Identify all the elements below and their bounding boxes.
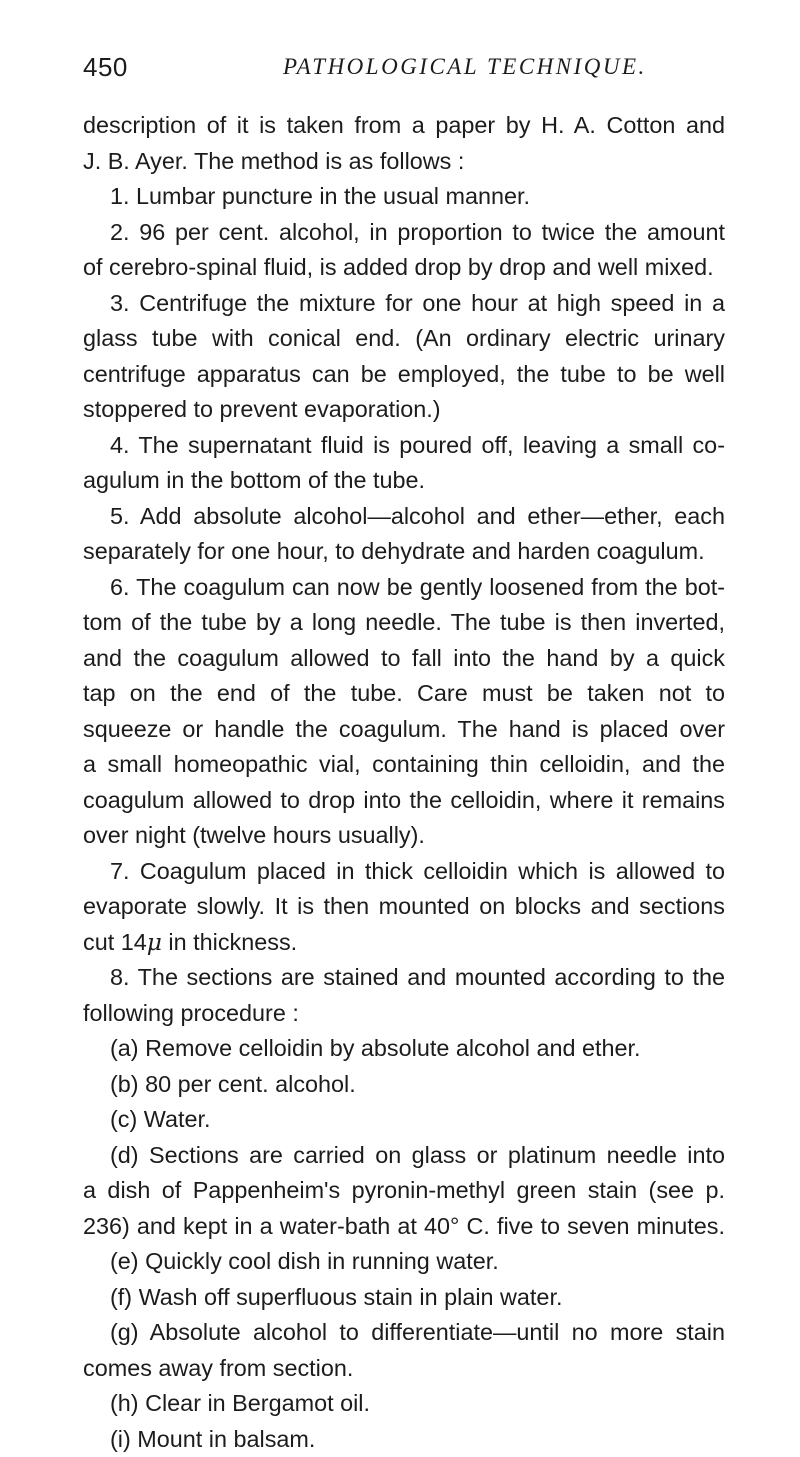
step-1: 1. Lumbar puncture in the usual manner.: [83, 179, 725, 215]
substep-i: (i) Mount in balsam.: [83, 1422, 725, 1457]
step-5: 5. Add absolute alcohol—alcohol and ether—ether, each: [83, 499, 725, 535]
step-4: 4. The supernatant fluid is poured off, leaving a small co-: [83, 428, 725, 464]
step-2: 2. 96 per cent. alcohol, in proportion to twice the amount: [83, 215, 725, 251]
page-number: 450: [83, 52, 128, 83]
text-line: J. B. Ayer. The method is as follows :: [83, 144, 725, 180]
text-line: tom of the tube by a long needle. The tube is then inverted,: [83, 605, 725, 641]
text-line: a dish of Pappenheim's pyronin-methyl green stain (see p.: [83, 1173, 725, 1209]
substep-a: (a) Remove celloidin by absolute alcohol and ether.: [83, 1031, 725, 1067]
substep-h: (h) Clear in Bergamot oil.: [83, 1386, 725, 1422]
text-line: tap on the end of the tube. Care must be taken not to: [83, 676, 725, 712]
text-line: 236) and kept in a water-bath at 40° C. five to seven minutes.: [83, 1209, 725, 1245]
text-line: evaporate slowly. It is then mounted on blocks and sections: [83, 889, 725, 925]
substep-c: (c) Water.: [83, 1102, 725, 1138]
substep-f: (f) Wash off superfluous stain in plain water.: [83, 1280, 725, 1316]
substep-d: (d) Sections are carried on glass or platinum needle into: [83, 1138, 725, 1174]
text-line: a small homeopathic vial, containing thin celloidin, and the: [83, 747, 725, 783]
text-line-thickness: [83, 925, 725, 961]
text-line: description of it is taken from a paper by H. A. Cotton and: [83, 108, 725, 144]
text-line: coagulum allowed to drop into the celloidin, where it remains: [83, 783, 725, 819]
substep-e: (e) Quickly cool dish in running water.: [83, 1244, 725, 1280]
step-8: 8. The sections are stained and mounted according to the: [83, 960, 725, 996]
text-line: centrifuge apparatus can be employed, the tube to be well: [83, 357, 725, 393]
thickness-suffix: in thickness.: [162, 929, 297, 955]
text-line: separately for one hour, to dehydrate and harden coagulum.: [83, 534, 725, 570]
text-line: stoppered to prevent evaporation.): [83, 392, 725, 428]
step-3: 3. Centrifuge the mixture for one hour at high speed in a: [83, 286, 725, 322]
micron-symbol: μ: [147, 928, 162, 956]
text-line: following procedure :: [83, 996, 725, 1032]
running-title: PATHOLOGICAL TECHNIQUE.: [283, 54, 647, 80]
text-line: and the coagulum allowed to fall into the hand by a quick: [83, 641, 725, 677]
thickness-prefix: cut 14: [83, 929, 147, 955]
text-line: agulum in the bottom of the tube.: [83, 463, 725, 499]
text-line: glass tube with conical end. (An ordinary electric urinary: [83, 321, 725, 357]
substep-g: (g) Absolute alcohol to differentiate—until no more stain: [83, 1315, 725, 1351]
substep-b: (b) 80 per cent. alcohol.: [83, 1067, 725, 1103]
running-head: [83, 52, 723, 88]
text-line: comes away from section.: [83, 1351, 725, 1387]
body-text: [83, 108, 725, 1457]
text-line: of cerebro-spinal fluid, is added drop by drop and well mixed.: [83, 250, 725, 286]
step-7: 7. Coagulum placed in thick celloidin which is allowed to: [83, 854, 725, 890]
text-line: over night (twelve hours usually).: [83, 818, 725, 854]
step-6: 6. The coagulum can now be gently loosened from the bot-: [83, 570, 725, 606]
text-line: squeeze or handle the coagulum. The hand is placed over: [83, 712, 725, 748]
